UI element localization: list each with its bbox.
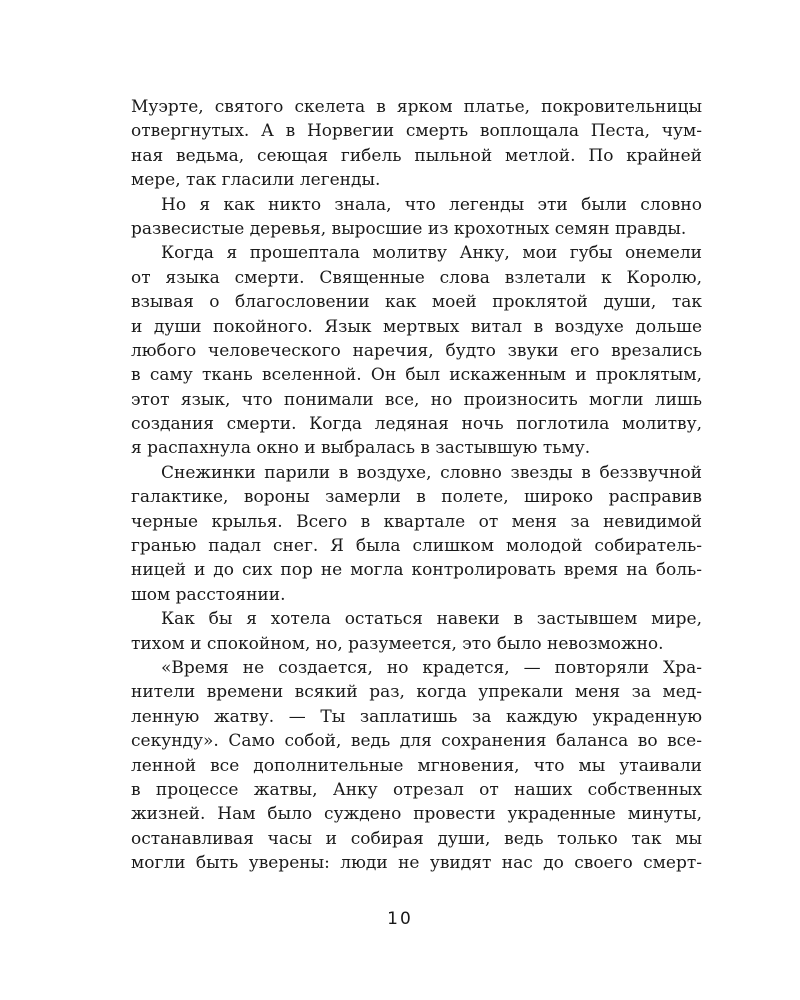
text-line: отвергнутых. А в Норвегии смерть воплощала Песта, чум- xyxy=(131,121,702,142)
text-line: ная ведьма, сеющая гибель пыльной метлой. По крайней xyxy=(131,145,702,166)
text-line: любого человеческого наречия, будто звуки его врезались xyxy=(131,340,702,361)
text-line: в саму ткань вселенной. Он был искаженным и проклятым, xyxy=(131,365,702,386)
text-line: ленную жатву. — Ты заплатишь за каждую украденную xyxy=(131,706,702,727)
page-number: 10 xyxy=(387,909,413,929)
text-line: тихом и спокойном, но, разумеется, это было невозможно. xyxy=(131,633,664,654)
body-text xyxy=(131,95,702,876)
text-line: от языка смерти. Священные слова взлетали к Королю, xyxy=(131,267,702,288)
text-line: черные крылья. Всего в квартале от меня за невидимой xyxy=(131,511,702,532)
text-line: в процессе жатвы, Анку отрезал от наших собственных xyxy=(131,779,702,800)
text-line: секунду». Само собой, ведь для сохранения баланса во все- xyxy=(131,731,702,752)
text-line: могли быть уверены: люди не увидят нас до своего смерт- xyxy=(131,853,702,874)
text-line: создания смерти. Когда ледяная ночь поглотила молитву, xyxy=(131,414,702,435)
paragraph-first-line: «Время не создается, но крадется, — повторяли Хра- xyxy=(161,657,702,678)
text-line: я распахнула окно и выбралась в застывшую тьму. xyxy=(131,438,591,459)
text-line: ленной все дополнительные мгновения, что мы утаивали xyxy=(131,755,702,776)
text-line: жизней. Нам было суждено провести украденные минуты, xyxy=(131,804,702,825)
text-line: этот язык, что понимали все, но произносить могли лишь xyxy=(131,389,702,410)
text-line: мере, так гласили легенды. xyxy=(131,170,381,191)
text-line: останавливая часы и собирая души, ведь только так мы xyxy=(131,828,702,849)
paragraph-first-line: Но я как никто знала, что легенды эти были словно xyxy=(161,194,702,215)
text-line: нители времени всякий раз, когда упрекали меня за мед- xyxy=(131,682,702,703)
paragraph-first-line: Как бы я хотела остаться навеки в застывшем мире, xyxy=(161,609,702,630)
text-line: развесистые деревья, выросшие из крохотных семян правды. xyxy=(131,218,687,239)
text-line: и души покойного. Язык мертвых витал в воздухе дольше xyxy=(131,316,702,337)
paragraph-first-line: Снежинки парили в воздухе, словно звезды в беззвучной xyxy=(161,462,702,483)
text-line: взывая о благословении как моей проклятой души, так xyxy=(131,292,702,313)
text-line: гранью падал снег. Я была слишком молодой собиратель- xyxy=(131,536,702,557)
text-line: Муэрте, святого скелета в ярком платье, покровительницы xyxy=(131,97,702,117)
text-line: галактике, вороны замерли в полете, широко расправив xyxy=(131,487,702,508)
paragraph-first-line: Когда я прошептала молитву Анку, мои губы онемели xyxy=(161,243,702,264)
text-line: ницей и до сих пор не могла контролировать время на боль- xyxy=(131,560,702,581)
text-line: шом расстоянии. xyxy=(131,584,286,605)
